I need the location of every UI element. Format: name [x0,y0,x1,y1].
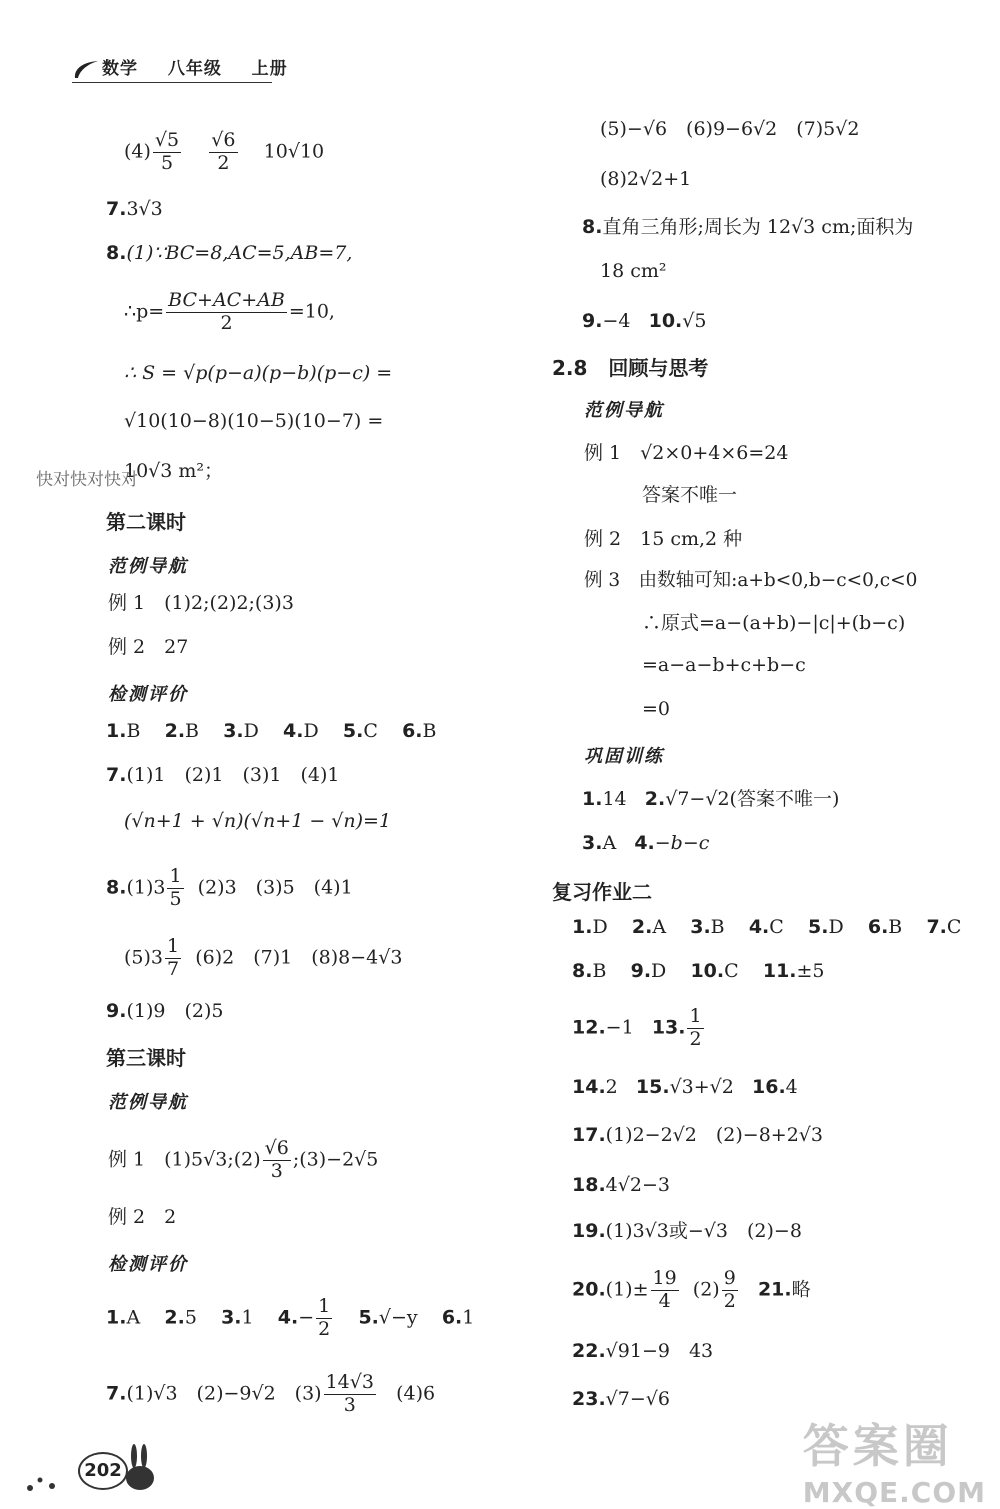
answer-q8b: 8.(1)3 $\frac{1}{5}$ (2)3 (3)5 (4)1 [106,865,353,910]
answer-q7: 7.3√3 [106,198,163,220]
r-line-2: (8)2√2+1 [600,168,692,190]
example-1b: 例 1 (1)5√3;(2) $\frac{√6}{3}$ ;(3)−2√5 [108,1137,379,1182]
r-review-row-2: 8.B 9.D 10.C 11.±5 [572,960,825,982]
r-answer-q14-16: 14.2 15.√3+√2 16.4 [572,1076,798,1098]
answer-q8b-line2: (5)3 $\frac{1}{7}$ (6)2 (7)1 (8)8−4√3 [124,935,403,980]
page-header [72,52,288,83]
r-answer-q9-10: 9.−4 10.√5 [582,310,707,332]
r-answer-q8: 8.直角三角形;周长为 12√3 cm;面积为 [582,216,914,238]
r-example-1: 例 1 √2×0+4×6=24 [584,442,789,464]
r-answer-q17: 17.(1)2−2√2 (2)−8+2√3 [572,1124,824,1146]
subsection-fanli: 范例导航 [108,556,188,577]
r-example-1b: 答案不唯一 [642,484,738,506]
answer-q8-s: ∴ S = √p(p−a)(p−b)(p−c) = [124,362,393,384]
site-watermark: 答案圈 MXQE.COM [802,1419,986,1509]
r-answer-q23: 23.√7−√6 [572,1388,670,1410]
answer-q8-p: ∴p= $\frac{BC+AC+AB}{2}$ =10, [124,289,335,334]
r-answer-q22: 22.√91−9 43 [572,1340,714,1362]
answers-row-7: 7.(1)√3 (2)−9√2 (3) $\frac{14√3}{3}$ (4)6 [106,1371,436,1416]
answer-q9: 9.(1)9 (2)5 [106,1000,224,1022]
review-title: 复习作业二 [552,880,652,904]
answer-q8: 8.(1)∵BC=8,AC=5,AB=7, [106,242,353,264]
overlay-watermark-text: 快对快对快对 [36,470,138,490]
page-number: 202 [78,1452,128,1490]
r-example-3d: =0 [642,698,671,720]
answer-q7b-line2: (√n+1 + √n)(√n+1 − √n)=1 [124,810,392,832]
line-l1: (4) $\frac{√5}{5}$ $\frac{√6}{2}$ 10√10 [124,129,325,174]
r-example-3: 例 3 由数轴可知:a+b<0,b−c<0,c<0 [584,570,918,591]
lesson3-title: 第三课时 [106,1046,186,1070]
r-example-3b: ∴原式=a−(a+b)−|c|+(b−c) [642,612,906,634]
answers-1-6: 1.B 2.B 3.D 4.D 5.C 6.B [106,720,437,742]
answer-q8-s2: √10(10−8)(10−5)(10−7) = [124,410,384,432]
r-review-row-1: 1.D 2.A 3.B 4.C 5.D 6.B 7.C [572,916,962,938]
r-example-3c: =a−a−b+c+b−c [642,654,806,676]
lesson2-title: 第二课时 [106,510,186,534]
answer-q8-s3: 10√3 m²； [124,460,224,482]
example-2b: 例 2 2 [108,1206,177,1228]
subsection-jiance-2: 检测评价 [108,1254,188,1275]
r-example-2: 例 2 15 cm,2 种 [584,528,743,550]
example-1: 例 1 (1)2;(2)2;(3)3 [108,592,294,614]
answer-q7b: 7.(1)1 (2)1 (3)1 (4)1 [106,764,340,786]
subsection-fanli-2: 范例导航 [108,1092,188,1113]
swoosh-logo-icon [72,58,100,80]
subsection-jiance: 检测评价 [108,684,188,705]
r-answer-q19: 19.(1)3√3或−√3 (2)−8 [572,1220,802,1242]
example-2: 例 2 27 [108,636,189,658]
r-answer-q12-13: 12.−1 13. $\frac{1}{2}$ [572,1005,702,1050]
header-title: 数学 八年级 上册 [102,59,288,79]
r-answers-g3-4: 3.A 4.−b−c [582,832,710,854]
r-answers-g1-2: 1.14 2.√7−√2(答案不唯一) [582,788,840,810]
section-2-8: 2.8 回顾与思考 [552,356,709,380]
answers-row-1-6: 1.A 2.5 3.1 4.− $\frac{1}{2}$ 5.√−y 6.1 [106,1295,475,1340]
r-line-1: (5)−√6 (6)9−6√2 (7)5√2 [600,118,860,140]
r-subsection-fanli: 范例导航 [584,400,664,421]
r-subsection-gonggu: 巩固训练 [584,746,664,767]
r-answer-q20-21: 20.(1)± $\frac{19}{4}$ (2) $\frac{9}{2}$ 21.略 [572,1267,811,1312]
r-answer-q8-line2: 18 cm² [600,260,667,282]
r-answer-q18: 18.4√2−3 [572,1174,670,1196]
